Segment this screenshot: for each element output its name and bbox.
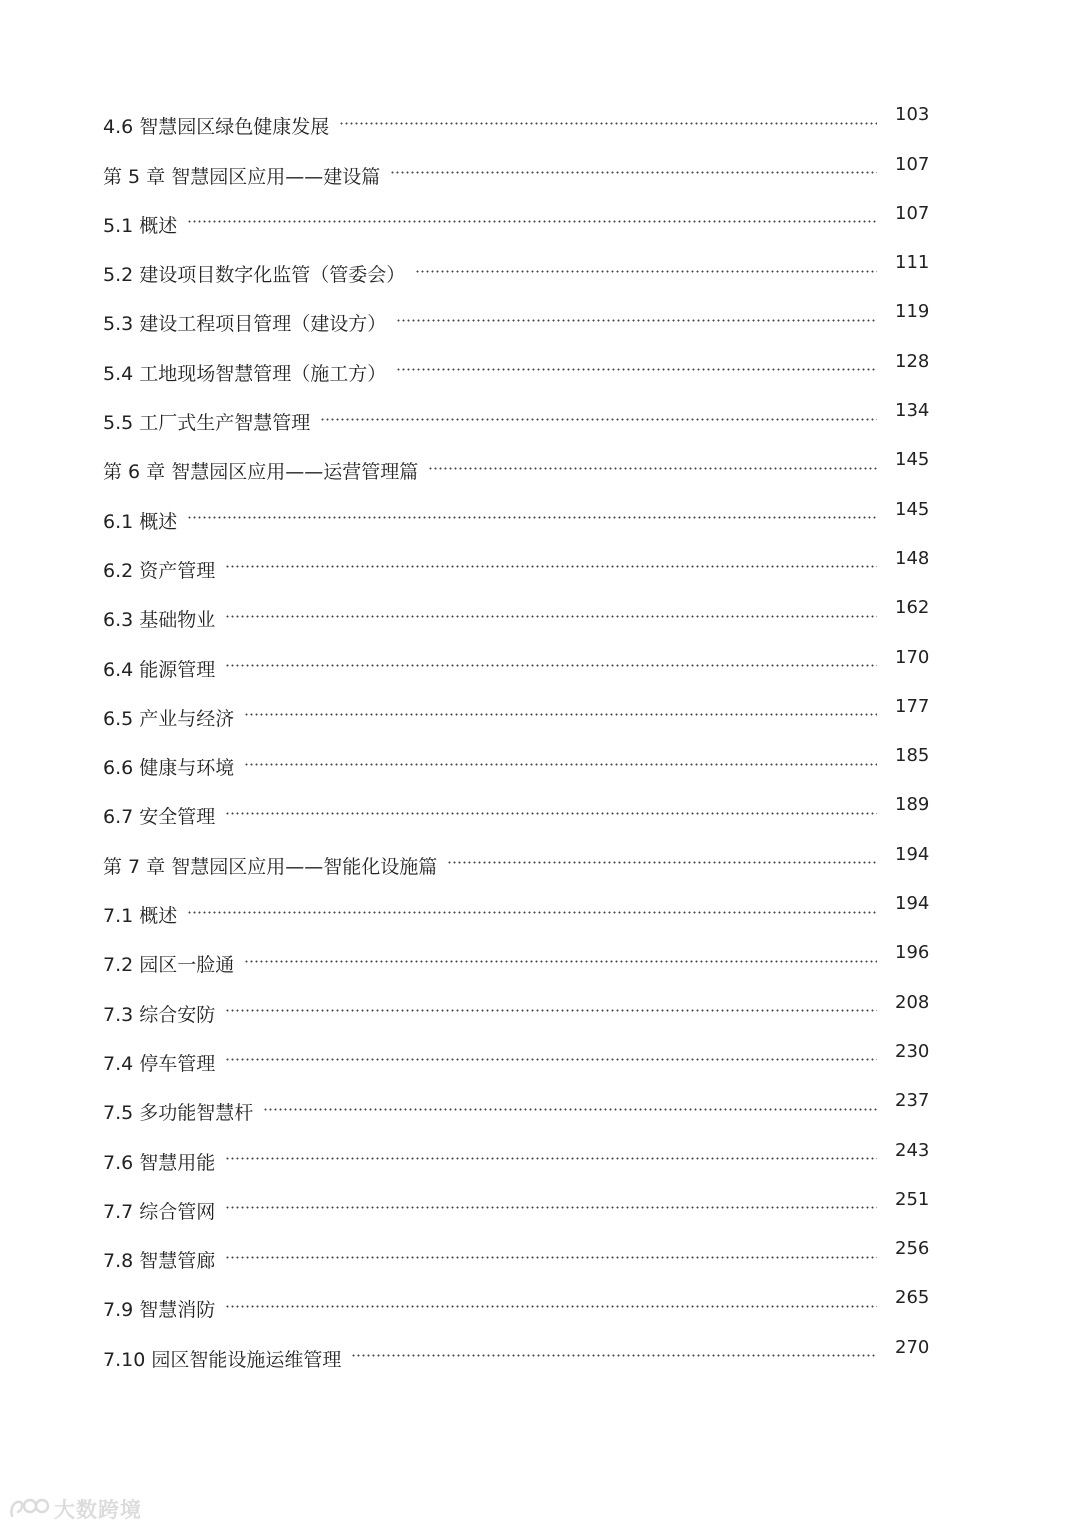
toc-entry-title: 7.3 综合安防 bbox=[103, 1003, 216, 1026]
toc-entry-page: 230 bbox=[895, 1040, 930, 1062]
toc-entry[interactable] bbox=[103, 983, 929, 1032]
dot-leader bbox=[225, 1251, 877, 1263]
dot-leader bbox=[244, 955, 877, 967]
toc-entry-page: 148 bbox=[895, 547, 930, 569]
toc-entry[interactable] bbox=[103, 1033, 929, 1082]
dot-leader bbox=[415, 265, 877, 277]
toc-entry-title: 7.2 园区一脸通 bbox=[103, 954, 235, 977]
toc-entry-page: 270 bbox=[895, 1336, 930, 1358]
toc-entry[interactable] bbox=[103, 293, 929, 342]
toc-entry-page: 251 bbox=[895, 1188, 930, 1210]
watermark bbox=[8, 1494, 142, 1524]
toc-entry[interactable] bbox=[103, 1328, 929, 1377]
toc-entry[interactable] bbox=[103, 786, 929, 835]
dot-leader bbox=[244, 709, 877, 721]
toc-entry-title: 5.5 工厂式生产智慧管理 bbox=[103, 412, 311, 435]
toc-entry-title: 6.7 安全管理 bbox=[103, 806, 216, 829]
dot-leader bbox=[396, 364, 877, 376]
toc-entry-page: 177 bbox=[895, 695, 930, 717]
toc-entry[interactable] bbox=[103, 1131, 929, 1180]
toc-entry[interactable] bbox=[103, 1279, 929, 1328]
toc-entry[interactable] bbox=[103, 737, 929, 786]
toc-entry-title: 5.2 建设项目数字化监管（管委会） bbox=[103, 264, 406, 287]
brand-logo-icon bbox=[8, 1496, 50, 1522]
dot-leader bbox=[187, 512, 877, 524]
toc-entry-page: 134 bbox=[895, 400, 930, 422]
toc-entry-title: 6.6 健康与环境 bbox=[103, 757, 235, 780]
toc-entry[interactable] bbox=[103, 688, 929, 737]
dot-leader bbox=[320, 413, 877, 425]
toc-entry-title: 6.3 基础物业 bbox=[103, 609, 216, 632]
toc-entry-page: 196 bbox=[895, 942, 930, 964]
dot-leader bbox=[225, 660, 877, 672]
dot-leader bbox=[225, 1054, 877, 1066]
dot-leader bbox=[225, 1153, 877, 1165]
dot-leader bbox=[187, 906, 877, 918]
toc-entry-title: 7.7 综合管网 bbox=[103, 1200, 216, 1223]
dot-leader bbox=[225, 1202, 877, 1214]
toc-entry[interactable] bbox=[103, 1230, 929, 1279]
toc-entry-title: 5.3 建设工程项目管理（建设方） bbox=[103, 313, 387, 336]
dot-leader bbox=[225, 807, 877, 819]
toc-entry[interactable] bbox=[103, 392, 929, 441]
toc-entry[interactable] bbox=[103, 1181, 929, 1230]
toc-entry-page: 185 bbox=[895, 745, 930, 767]
dot-leader bbox=[225, 561, 877, 573]
toc-entry-title: 6.4 能源管理 bbox=[103, 658, 216, 681]
toc-entry-page: 256 bbox=[895, 1238, 930, 1260]
toc-entry[interactable] bbox=[103, 638, 929, 687]
toc-entry-page: 265 bbox=[895, 1287, 930, 1309]
dot-leader bbox=[396, 314, 877, 326]
toc-entry-page: 189 bbox=[895, 794, 930, 816]
toc-entry-title: 5.1 概述 bbox=[103, 214, 178, 237]
toc-entry-page: 128 bbox=[895, 350, 930, 372]
toc-entry[interactable] bbox=[103, 490, 929, 539]
toc-entry[interactable] bbox=[103, 195, 929, 244]
toc-entry[interactable] bbox=[103, 1082, 929, 1131]
toc-entry-page: 107 bbox=[895, 202, 930, 224]
dot-leader bbox=[263, 1103, 877, 1115]
toc-entry-page: 145 bbox=[895, 449, 930, 471]
toc-entry-page: 237 bbox=[895, 1090, 930, 1112]
dot-leader bbox=[428, 462, 877, 474]
toc-entry-title: 7.1 概述 bbox=[103, 905, 178, 928]
dot-leader bbox=[447, 857, 877, 869]
toc-entry-title: 5.4 工地现场智慧管理（施工方） bbox=[103, 362, 387, 385]
toc-entry[interactable] bbox=[103, 934, 929, 983]
dot-leader bbox=[187, 216, 877, 228]
toc-entry-title: 6.2 资产管理 bbox=[103, 559, 216, 582]
toc-entry-title: 第 6 章 智慧园区应用——运营管理篇 bbox=[103, 461, 419, 484]
toc-entry-page: 194 bbox=[895, 893, 930, 915]
toc-entry-page: 111 bbox=[895, 252, 930, 274]
toc-entry-page: 107 bbox=[895, 153, 930, 175]
toc-entry-page: 103 bbox=[895, 104, 930, 126]
toc-entry[interactable] bbox=[103, 244, 929, 293]
toc-entry-title: 7.8 智慧管廊 bbox=[103, 1250, 216, 1273]
toc-entry-page: 145 bbox=[895, 498, 930, 520]
toc-entry-title: 7.9 智慧消防 bbox=[103, 1299, 216, 1322]
toc-entry[interactable] bbox=[103, 145, 929, 194]
toc-entry[interactable] bbox=[103, 540, 929, 589]
toc-entry-page: 208 bbox=[895, 991, 930, 1013]
dot-leader bbox=[225, 1300, 877, 1312]
dot-leader bbox=[244, 758, 877, 770]
toc-entry[interactable] bbox=[103, 835, 929, 884]
toc-entry-title: 第 5 章 智慧园区应用——建设篇 bbox=[103, 165, 381, 188]
toc-entry-title: 6.5 产业与经济 bbox=[103, 707, 235, 730]
toc-entry-page: 194 bbox=[895, 843, 930, 865]
toc-entry-page: 170 bbox=[895, 646, 930, 668]
toc-entry-page: 243 bbox=[895, 1139, 930, 1161]
toc-entry-title: 6.1 概述 bbox=[103, 510, 178, 533]
dot-leader bbox=[390, 167, 877, 179]
toc-entry-title: 7.6 智慧用能 bbox=[103, 1151, 216, 1174]
toc-entry-page: 119 bbox=[895, 301, 930, 323]
toc-entry-title: 7.4 停车管理 bbox=[103, 1052, 216, 1075]
table-of-contents bbox=[103, 96, 929, 1378]
toc-entry-title: 7.5 多功能智慧杆 bbox=[103, 1102, 254, 1125]
toc-entry[interactable] bbox=[103, 885, 929, 934]
dot-leader bbox=[351, 1350, 877, 1362]
toc-entry[interactable] bbox=[103, 589, 929, 638]
toc-entry-title: 4.6 智慧园区绿色健康发展 bbox=[103, 116, 330, 139]
toc-entry-title: 第 7 章 智慧园区应用——智能化设施篇 bbox=[103, 855, 438, 878]
toc-entry-title: 7.10 园区智能设施运维管理 bbox=[103, 1348, 342, 1371]
dot-leader bbox=[225, 610, 877, 622]
toc-entry[interactable] bbox=[103, 441, 929, 490]
watermark-text: 大数跨境 bbox=[54, 1498, 142, 1522]
dot-leader bbox=[225, 1005, 877, 1017]
toc-entry[interactable] bbox=[103, 342, 929, 391]
toc-entry[interactable] bbox=[103, 96, 929, 145]
toc-entry-page: 162 bbox=[895, 597, 930, 619]
dot-leader bbox=[339, 117, 877, 129]
